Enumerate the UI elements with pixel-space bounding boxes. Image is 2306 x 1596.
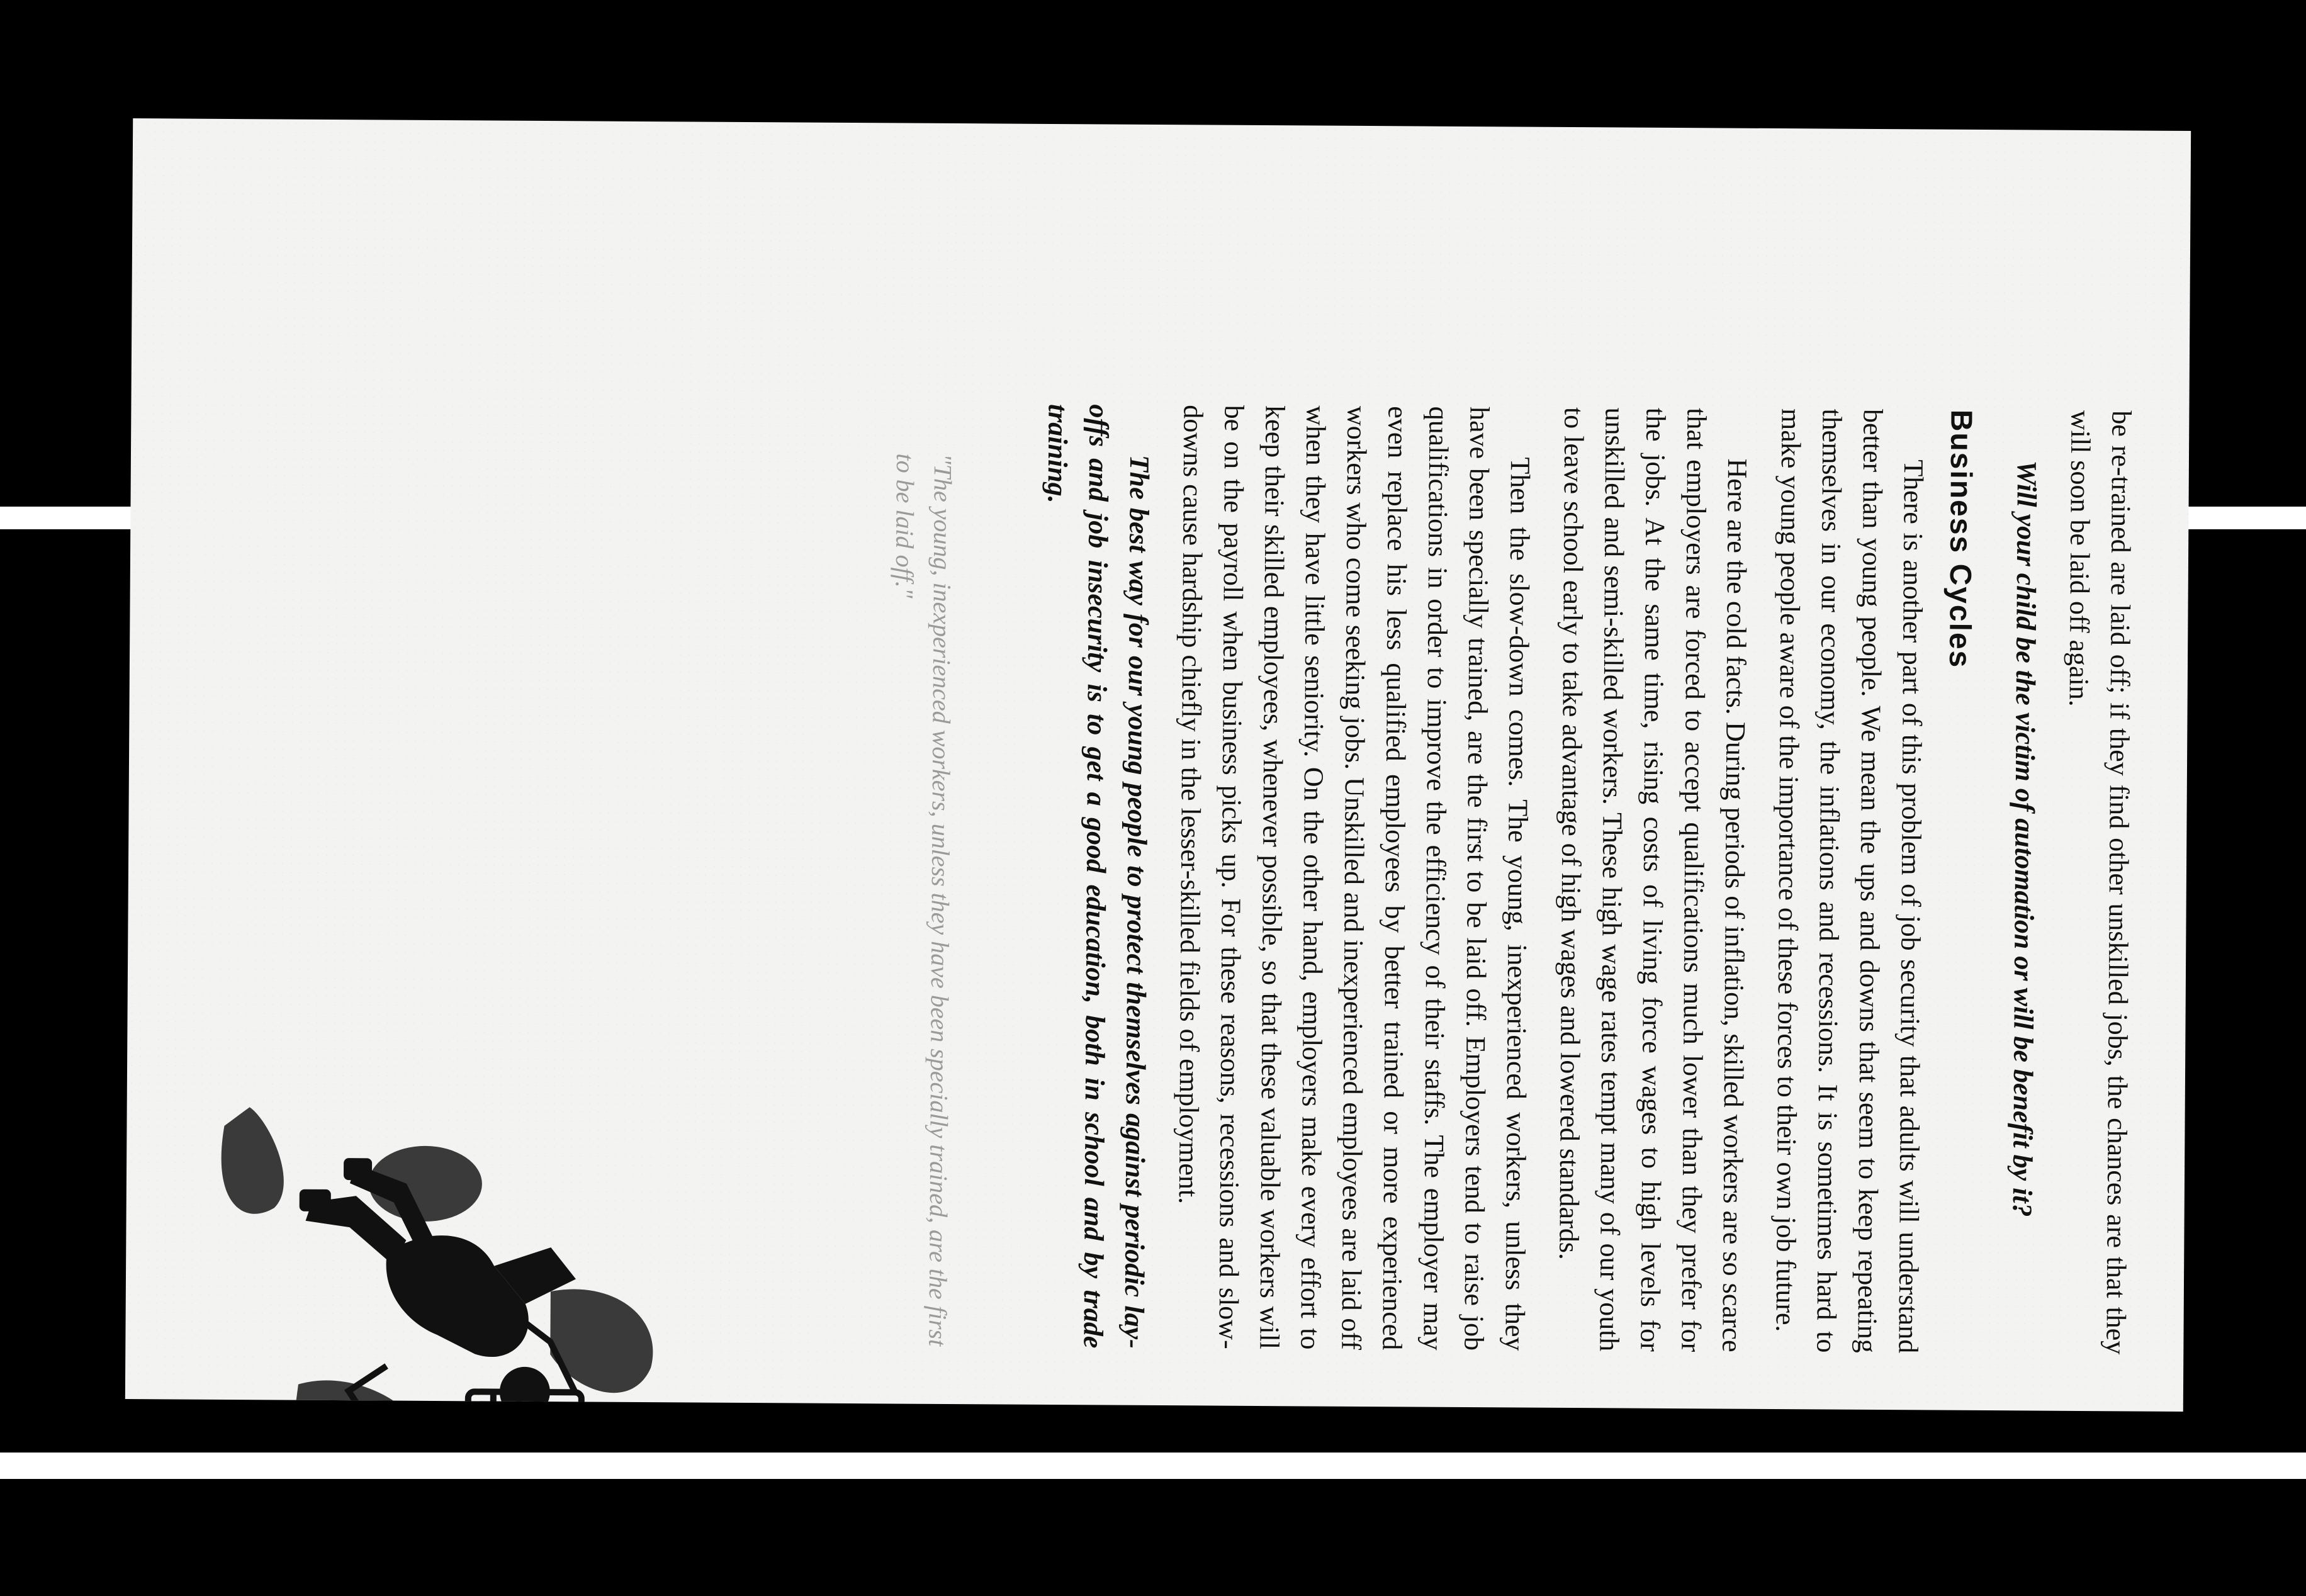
cold-facts-paragraph: Here are the cold facts. During periods of inflation, skilled workers are so scarce that employers are forced to accept qualifications much lower than they prefer for the jobs. At the same time, rising costs of living force wages to high levels for unskilled and semi-skilled workers. These high wage rates tempt many of our youth to leave school early to take advantage of high wages and lowered standards. (1553, 407, 1753, 1352)
film-strip-bottom (0, 1453, 2306, 1479)
automation-question: Will your child be the victim of automation or will be benefit by it? (2006, 460, 2042, 1217)
business-cycles-paragraph: There is another part of this problem of job security that adults will understand better than young people. We mean the ups and downs that seem to keep repeating themselves in our economy, the inflations and recessions. It is sometimes hard to make young people aware of the importance of these forces to their own job future. (1770, 408, 1929, 1354)
scanned-page (125, 118, 2191, 1412)
slow-down-paragraph: Then the slow-down comes. The young, inexperienced workers, unless they have been specially trained, are the first to be laid off. Employers tend to raise job qualifications in order to improve the efficiency of their staffs. The employer may even replace his less qualified employees by better trained or more experienced workers who come seeking jobs. Unskilled and inexperienced employees are laid off when they have little seniority. On the other hand, employers make every effort to keep their skilled employees, whenever possible, so that these valuable workers will be on the payroll when business picks up. For these reasons, recessions and slow-downs cause hardship chiefly in the lesser-skilled fields of employment. (1173, 405, 1536, 1351)
rotated-text-column (626, 402, 2142, 1355)
best-way-paragraph: The best way for our young people to protect themselves against periodic lay-offs and job insecurity is to get a good education, both in school and by trade training. (1042, 403, 1156, 1349)
opening-paragraph: be re-trained are laid off; if they find other unskilled jobs, the chances are that they will soon be laid off again. (2063, 410, 2137, 1355)
worker-illustration (197, 1038, 690, 1412)
pull-quote: "The young, inexperienced workers, unless they have been specially trained, are the first to be laid off." (890, 453, 958, 1347)
section-heading: Business Cycles (1942, 409, 1978, 669)
